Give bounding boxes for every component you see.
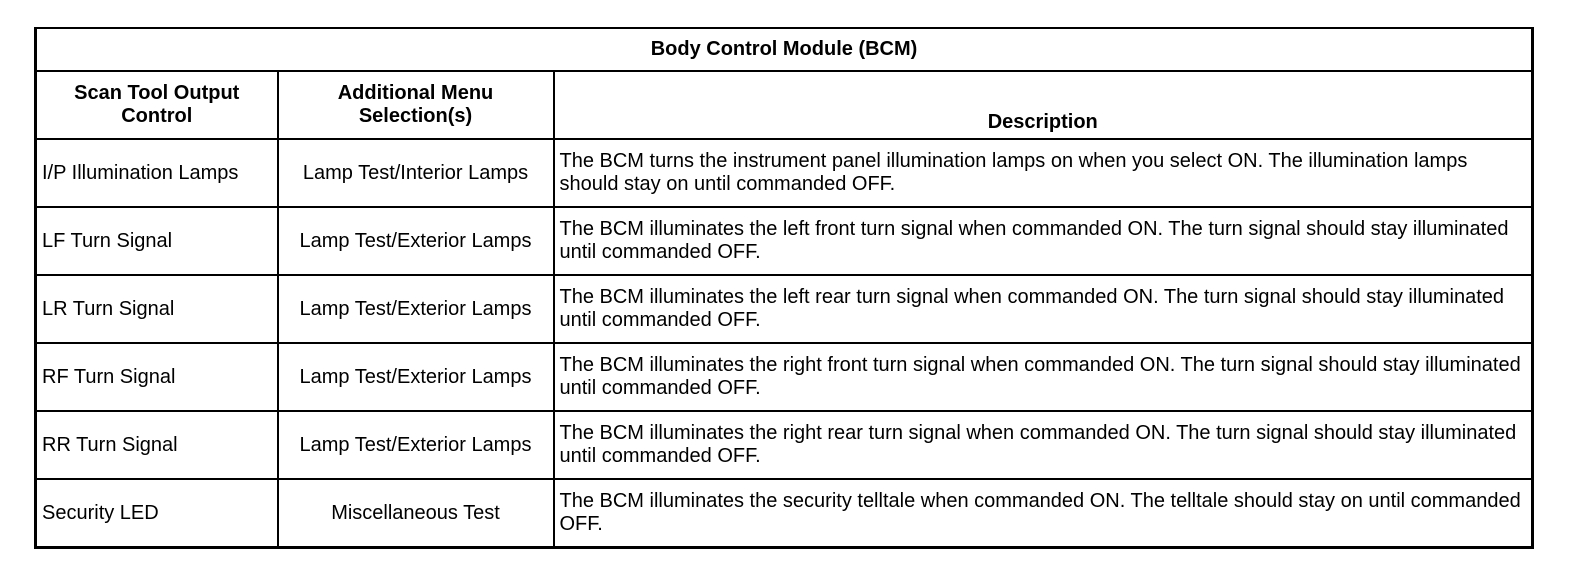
bcm-output-control-table [34,27,1534,549]
cell-description: The BCM illuminates the left rear turn signal when commanded ON. The turn signal should stay illuminated until commanded OFF. [554,275,1533,343]
cell-description: The BCM illuminates the right rear turn signal when commanded ON. The turn signal should stay illuminated until commanded OFF. [554,411,1533,479]
header-description: Description [554,71,1533,139]
table-row [36,479,1533,548]
cell-description: The BCM turns the instrument panel illumination lamps on when you select ON. The illumination lamps should stay on until commanded OFF. [554,139,1533,207]
table-title: Body Control Module (BCM) [36,28,1533,71]
cell-output-control: RR Turn Signal [36,411,278,479]
table-row [36,275,1533,343]
table-row [36,411,1533,479]
header-additional-menu-selections: Additional Menu Selection(s) [278,71,554,139]
cell-menu-selection: Lamp Test/Exterior Lamps [278,411,554,479]
cell-output-control: LR Turn Signal [36,275,278,343]
cell-description: The BCM illuminates the security telltale when commanded ON. The telltale should stay on until commanded OFF. [554,479,1533,548]
cell-menu-selection: Lamp Test/Exterior Lamps [278,275,554,343]
table-row [36,343,1533,411]
cell-output-control: RF Turn Signal [36,343,278,411]
cell-output-control: I/P Illumination Lamps [36,139,278,207]
cell-menu-selection: Lamp Test/Interior Lamps [278,139,554,207]
cell-menu-selection: Lamp Test/Exterior Lamps [278,343,554,411]
cell-menu-selection: Miscellaneous Test [278,479,554,548]
cell-description: The BCM illuminates the right front turn signal when commanded ON. The turn signal should stay illuminated until commanded OFF. [554,343,1533,411]
table-header-row [36,71,1533,139]
table-row [36,139,1533,207]
table-row [36,207,1533,275]
cell-output-control: Security LED [36,479,278,548]
cell-description: The BCM illuminates the left front turn signal when commanded ON. The turn signal should stay illuminated until commanded OFF. [554,207,1533,275]
cell-output-control: LF Turn Signal [36,207,278,275]
table-title-row [36,28,1533,71]
cell-menu-selection: Lamp Test/Exterior Lamps [278,207,554,275]
header-scan-tool-output-control: Scan Tool Output Control [36,71,278,139]
